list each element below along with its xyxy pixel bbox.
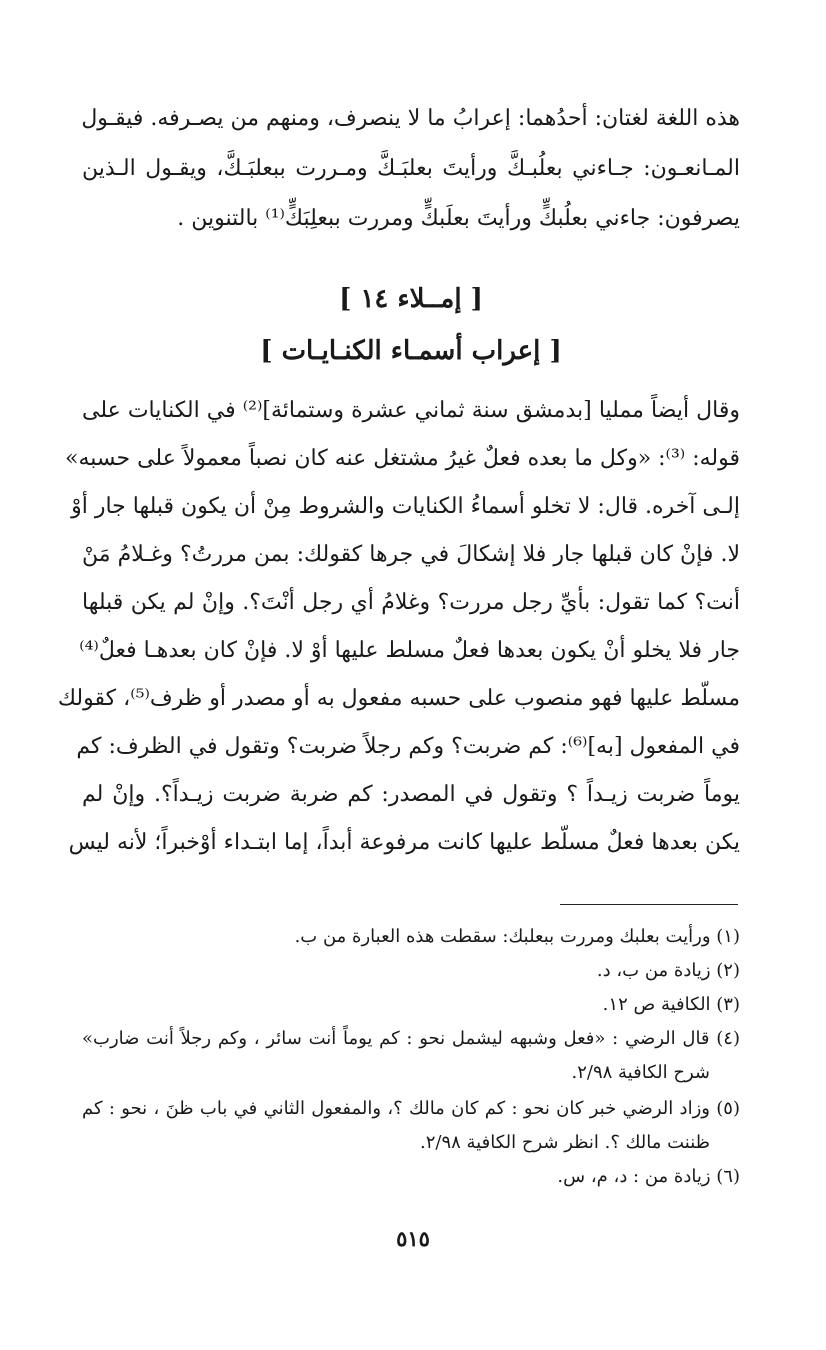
body-line-2: قوله: ⁽³⁾: «وكل ما بعده فعلٌ غيرُ مشتغل عنه كان نصباً معمولاً على حسبه» (64, 446, 740, 471)
intro-line-2: المـانعـون: جـاءني بعلُبـكَّ ورأيتَ بعلبَـكَّ ومـررت ببعلبَـكَّ، ويقـول الـذين (82, 156, 740, 181)
section-heading-imla: [ إمــلاء ١٤ ] (339, 284, 483, 314)
page-number: ٥١٥ (396, 1226, 430, 1251)
body-line-6: جار فلا يخلو أنْ يكون بعدها فعلٌ مسلط عليها أوْ لا. فإنْ كان بعدهـا فعلٌ⁽⁴⁾ (79, 638, 740, 663)
footnote-separator (560, 904, 738, 905)
footnote-6: (٦) زيادة من : د، م، س. (557, 1166, 740, 1187)
body-line-10: يكن بعدها فعلٌ مسلّط عليها كانت مرفوعة أبداً، إما ابتـداء أوْخبراً؛ لأنه ليس (68, 830, 740, 855)
footnote-2: (٢) زيادة من ب، د. (596, 960, 740, 981)
body-line-5: أنت؟ كما تقول: بأيِّ رجل مررت؟ وغلامُ أي رجل أنْتَ؟. وإنْ لم يكن قبلها (82, 590, 740, 615)
body-line-3: إلـى آخره. قال: لا تخلو أسماءُ الكنايات والشروط مِنْ أن يكون قبلها جار أوْ (71, 494, 740, 519)
body-line-4: لا. فإنْ كان قبلها جار فلا إشكالَ في جرها كقولك: بمن مررتُ؟ وغـلامُ مَنْ (82, 542, 740, 567)
footnote-3: (٣) الكافية ص ١٢. (602, 994, 740, 1015)
section-heading-title: [ إعراب أسمـاء الكنـايـات ] (260, 336, 562, 366)
footnote-4-continuation: شرح الكافية ٢/٩٨. (571, 1062, 710, 1083)
body-line-9: يوماً ضربت زيـداً ؟ وتقول في المصدر: كم ضربة ضربت زيـداً؟. وإنْ لم (82, 782, 740, 807)
footnote-1: (١) ورأيت بعلبك ومررت ببعلبك: سقطت هذه العبارة من ب. (294, 926, 740, 947)
footnote-5-continuation: ظننت مالك ؟. انظر شرح الكافية ٢/٩٨. (420, 1132, 710, 1153)
footnote-5: (٥) وزاد الرضي خبر كان نحو : كم كان مالك ؟، والمفعول الثاني في باب ظنَ ، نحو : كم (82, 1098, 740, 1119)
body-line-1: وقال أيضاً ممليا [بدمشق سنة ثماني عشرة وستمائة]⁽²⁾ في الكنايات على (82, 398, 740, 423)
footnote-4: (٤) قال الرضي : «فعل وشبهه ليشمل نحو : كم يوماً أنت سائر ، وكم رجلاً أنت ضارب» (82, 1028, 740, 1049)
body-line-8: في المفعول [به]⁽⁶⁾: كم ضربت؟ وكم رجلاً ضربت؟ وتقول في الظرف: كم (76, 734, 740, 759)
intro-line-3: يصرفون: جاءني بعلُبكٍّ ورأيتَ بعلَبكٍّ ومررت ببعلِبَكٍّ⁽¹⁾ بالتنوين . (177, 206, 740, 231)
intro-line-1: هذه اللغة لغتان: أحدُهما: إعرابُ ما لا ينصرف، ومنهم من يصـرفه. فيقـول (81, 106, 740, 131)
body-line-7: مسلّط عليها فهو منصوب على حسبه مفعول به أو مصدر أو ظرف⁽⁵⁾، كقولك (57, 686, 740, 711)
